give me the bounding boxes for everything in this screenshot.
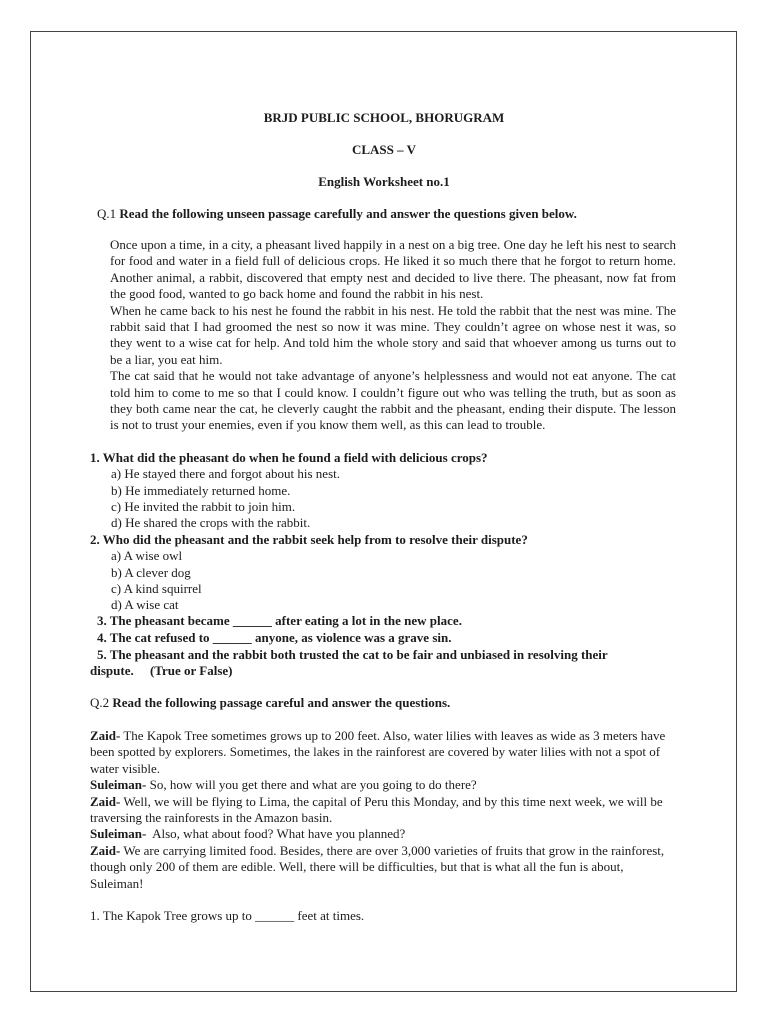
q1-instruction: Read the following unseen passage carefully and answer the questions given below. xyxy=(119,206,577,221)
dialogue-line xyxy=(90,777,676,793)
option-2c: c) A kind squirrel xyxy=(111,581,202,596)
option-2a: a) A wise owl xyxy=(111,548,183,563)
passage-paragraph: The cat said that he would not take advantage of anyone’s helplessness and would not eat anyone. The cat told him to come to me so that I could know. I couldn’t figure out who was telling the truth, but as soon as they both came near the cat, he cleverly caught the rabbit and the pheasant, ending their dispute. The lesson is not to trust your enemies, even if you know them well, as this can lead to trouble. xyxy=(110,368,676,433)
option-1a: a) He stayed there and forgot about his nest. xyxy=(111,466,340,481)
speaker-name: Suleiman- xyxy=(90,826,147,842)
class-title: CLASS – V xyxy=(351,142,417,157)
dialogue-line xyxy=(90,794,676,827)
dialogue-line xyxy=(90,843,676,892)
question-2: 2. Who did the pheasant and the rabbit seek help from to resolve their dispute? xyxy=(90,532,528,547)
question-4: 4. The cat refused to ______ anyone, as violence was a grave sin. xyxy=(97,630,452,645)
dialogue-text: Also, what about food? What have you planned? xyxy=(146,826,406,842)
dialogue-text: Well, we will be flying to Lima, the capital of Peru this Monday, and by this time next week, we will be traversing the rainforests in the Amazon basin. xyxy=(90,793,663,826)
q2-number: Q.2 xyxy=(90,695,110,710)
question-5-line1: 5. The pheasant and the rabbit both trusted the cat to be fair and unbiased in resolving their xyxy=(97,647,608,662)
speaker-name: Zaid- xyxy=(90,793,121,809)
option-1c: c) He invited the rabbit to join him. xyxy=(111,499,296,514)
speaker-name: Zaid- xyxy=(90,842,121,858)
q1-number: Q.1 xyxy=(97,206,117,221)
speaker-name: Zaid- xyxy=(90,728,121,743)
option-2b: b) A clever dog xyxy=(111,565,191,580)
option-1b: b) He immediately returned home. xyxy=(111,483,291,498)
dialogue-line xyxy=(90,728,676,777)
question-5-line2: dispute. (True or False) xyxy=(90,663,233,678)
q2-dialogue xyxy=(90,728,676,892)
dialogue-text: We are carrying limited food. Besides, there are over 3,000 varieties of fruits that grow in the rainforest, though only 200 of them are edible. Well, there will be difficulties, but that is what all the fun is about, Suleiman! xyxy=(90,842,665,891)
q2-question-1: 1. The Kapok Tree grows up to ______ feet at times. xyxy=(90,908,365,923)
dialogue-text: So, how will you get there and what are you going to do there? xyxy=(146,777,477,793)
q1-passage xyxy=(110,237,676,434)
passage-paragraph: When he came back to his nest he found the rabbit in his nest. He told the rabbit that the nest was mine. The rabbit said that I had groomed the nest so now it was mine. They couldn’t agree on whose nest it was, so they went to a wise cat for help. And told him the whole story and said that whoever among us turns out to be a liar, you eat him. xyxy=(110,302,676,367)
option-2d: d) A wise cat xyxy=(111,597,179,612)
q2-heading xyxy=(90,695,450,711)
speaker-name: Suleiman- xyxy=(90,777,147,793)
school-name: BRJD PUBLIC SCHOOL, BHORUGRAM xyxy=(263,110,505,125)
question-1: 1. What did the pheasant do when he found a field with delicious crops? xyxy=(90,450,488,465)
dialogue-text: The Kapok Tree sometimes grows up to 200 feet. Also, water lilies with leaves as wide as 3 meters have been spotted by explorers. Sometimes, the lakes in the rainforest are covered by water lilies with not a spot of water visible. xyxy=(90,728,666,776)
passage-paragraph: Once upon a time, in a city, a pheasant lived happily in a nest on a big tree. One day he left his nest to search for food and water in a field full of delicious crops. He liked it so much there that he forgot to return home. Another animal, a rabbit, discovered that empty nest and decided to live there. The pheasant, now fat from the good food, wanted to go back home and found the rabbit in his nest. xyxy=(110,237,676,302)
q2-instruction: Read the following passage careful and answer the questions. xyxy=(112,695,451,710)
q1-heading xyxy=(97,206,577,222)
dialogue-line xyxy=(90,826,676,842)
option-1d: d) He shared the crops with the rabbit. xyxy=(111,515,311,530)
question-3: 3. The pheasant became ______ after eating a lot in the new place. xyxy=(97,613,462,628)
worksheet-title: English Worksheet no.1 xyxy=(318,174,450,189)
